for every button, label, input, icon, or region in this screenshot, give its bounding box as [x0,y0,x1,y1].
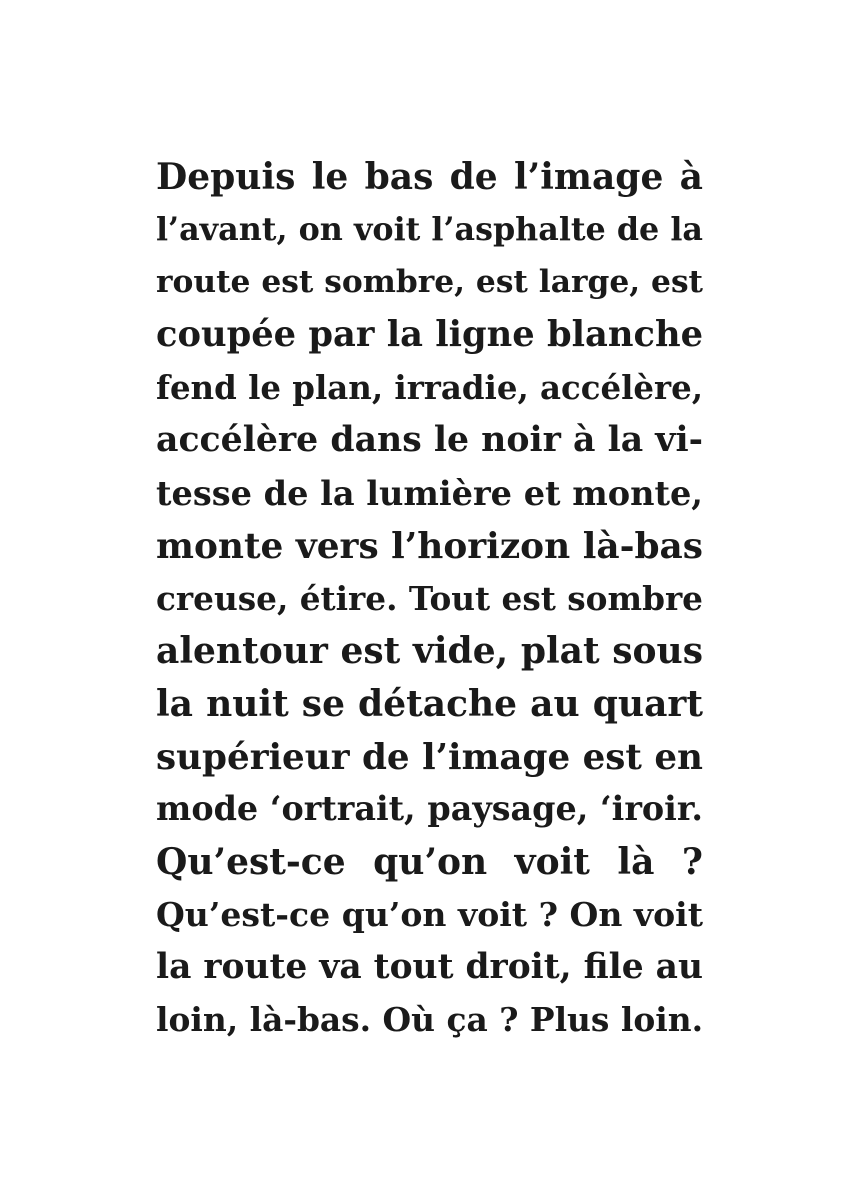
text-line-1: Depuis le bas de l’image à [156,156,703,198]
text-line-13: mode ‘ortrait, paysage, ‘iroir. [156,789,703,829]
text-line-16: la route va tout droit, file au [156,947,703,988]
body-text [156,151,703,1047]
text-line-5: fend le plan, irradie, accélère, [156,368,703,407]
text-line-17: loin, là-bas. Où ça ? Plus loin. [156,1000,703,1039]
text-line-8: monte vers l’horizon là-bas [156,524,703,567]
text-line-4: coupée par la ligne blanche [156,314,703,356]
text-line-11: la nuit se détache au quart [156,682,703,725]
text-line-7: tesse de la lumière et monte, [156,473,703,514]
text-line-12: supérieur de l’image est en [156,735,703,778]
text-line-15: Qu’est-ce qu’on voit ? On voit [156,894,703,934]
text-line-3: route est sombre, est large, est [156,264,703,301]
text-line-14: Qu’est-ce qu’on voit là ? [156,840,703,883]
text-line-9: creuse, étire. Tout est sombre [156,578,703,618]
text-line-10: alentour est vide, plat sous [156,630,703,673]
text-line-2: l’avant, on voit l’asphalte de la [156,210,703,248]
text-line-6: accélère dans le noir à la vi- [156,419,703,461]
